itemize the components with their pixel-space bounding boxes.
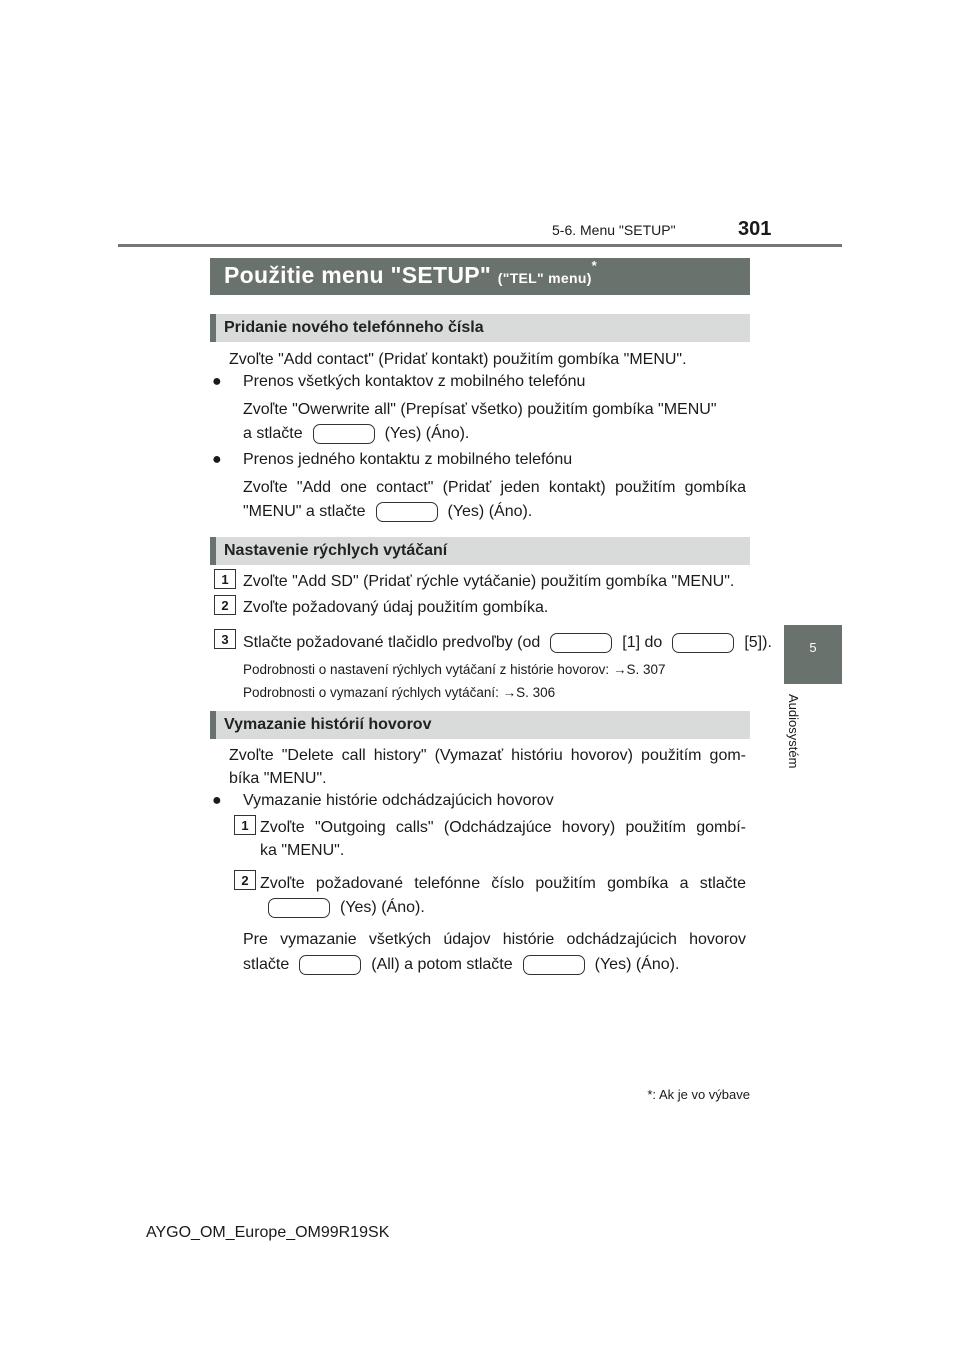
instruction-text: Zvoľte "Add one contact" (Pridať jeden kontakt) použitím gombíka bbox=[243, 479, 746, 496]
section-heading-text: Vymazanie histórií hovorov bbox=[224, 716, 432, 733]
section-heading-add-number bbox=[210, 314, 750, 342]
instruction-text: Zvoľte "Delete call history" (Vymazať históriu hovorov) použitím gom- bbox=[229, 747, 746, 764]
section-heading-text: Nastavenie rýchlych vytáčaní bbox=[224, 542, 448, 559]
instruction-text: a stlačte (Yes) (Áno). bbox=[243, 425, 470, 443]
step-number: 2 bbox=[234, 870, 256, 890]
step-text: Zvoľte požadovaný údaj použitím gombíka. bbox=[243, 599, 549, 616]
page-number: 301 bbox=[738, 218, 772, 240]
instruction-text: Zvoľte "Owerwrite all" (Prepísať všetko) použitím gombíka "MENU" bbox=[243, 401, 717, 418]
bullet-icon: ● bbox=[212, 451, 222, 468]
bullet-text: Vymazanie histórie odchádzajúcich hovorov bbox=[243, 792, 554, 809]
preset-button-icon bbox=[672, 633, 734, 653]
step-number: 1 bbox=[234, 815, 256, 835]
instruction-text: stlačte (All) a potom stlačte (Yes) (Áno). bbox=[243, 956, 680, 974]
instruction-text: Zvoľte "Add contact" (Pridať kontakt) použitím gombíka "MENU". bbox=[229, 351, 687, 368]
step-text: Stlačte požadované tlačidlo predvoľby (od [1] do [5]). bbox=[243, 634, 772, 652]
step-text: ka "MENU". bbox=[260, 842, 345, 859]
chapter-label: Audiosystém bbox=[786, 694, 801, 769]
page-title-main: Použitie menu "SETUP" bbox=[224, 262, 492, 288]
reference-note: Podrobnosti o vymazaní rýchlych vytáčaní: →S. 306 bbox=[243, 685, 556, 700]
bullet-icon: ● bbox=[212, 373, 222, 390]
step-text: (Yes) (Áno). bbox=[258, 898, 425, 918]
ok-button-icon bbox=[376, 502, 438, 522]
page-title-bar bbox=[210, 258, 750, 295]
section-heading-text: Pridanie nového telefónneho čísla bbox=[224, 319, 484, 336]
ok-button-icon bbox=[313, 424, 375, 444]
page-title-sub: ("TEL" menu) bbox=[497, 270, 592, 286]
step-text: Zvoľte požadované telefónne číslo použitím gombíka a stlačte bbox=[260, 875, 746, 892]
bullet-text: Prenos jedného kontaktu z mobilného telefónu bbox=[243, 451, 573, 468]
bullet-icon: ● bbox=[212, 792, 222, 809]
step-text: Zvoľte "Outgoing calls" (Odchádzajúce hovory) použitím gombí- bbox=[260, 819, 746, 836]
ok-button-icon bbox=[523, 955, 585, 975]
reference-note: Podrobnosti o nastavení rýchlych vytáčaní z histórie hovorov: →S. 307 bbox=[243, 662, 666, 677]
header-rule bbox=[118, 244, 842, 247]
asterisk-mark: * bbox=[591, 258, 598, 274]
step-number: 3 bbox=[214, 629, 236, 649]
chapter-number: 5 bbox=[809, 640, 817, 655]
step-number: 1 bbox=[214, 569, 236, 589]
footnote: *: Ak je vo výbave bbox=[647, 1087, 750, 1102]
section-header: 5-6. Menu "SETUP" bbox=[552, 222, 676, 238]
page-title bbox=[224, 258, 598, 289]
bullet-text: Prenos všetkých kontaktov z mobilného telefónu bbox=[243, 373, 586, 390]
section-heading-delete-history bbox=[210, 711, 750, 739]
instruction-text: Pre vymazanie všetkých údajov histórie odchádzajúcich hovorov bbox=[243, 931, 746, 948]
section-heading-speed-dial bbox=[210, 537, 750, 565]
document-code: AYGO_OM_Europe_OM99R19SK bbox=[146, 1224, 390, 1241]
instruction-text: bíka "MENU". bbox=[229, 770, 327, 787]
step-number: 2 bbox=[214, 595, 236, 615]
instruction-text: "MENU" a stlačte (Yes) (Áno). bbox=[243, 503, 533, 521]
step-text: Zvoľte "Add SD" (Pridať rýchle vytáčanie) použitím gombíka "MENU". bbox=[243, 573, 735, 590]
preset-button-icon bbox=[550, 633, 612, 653]
all-button-icon bbox=[299, 955, 361, 975]
ok-button-icon bbox=[268, 898, 330, 918]
